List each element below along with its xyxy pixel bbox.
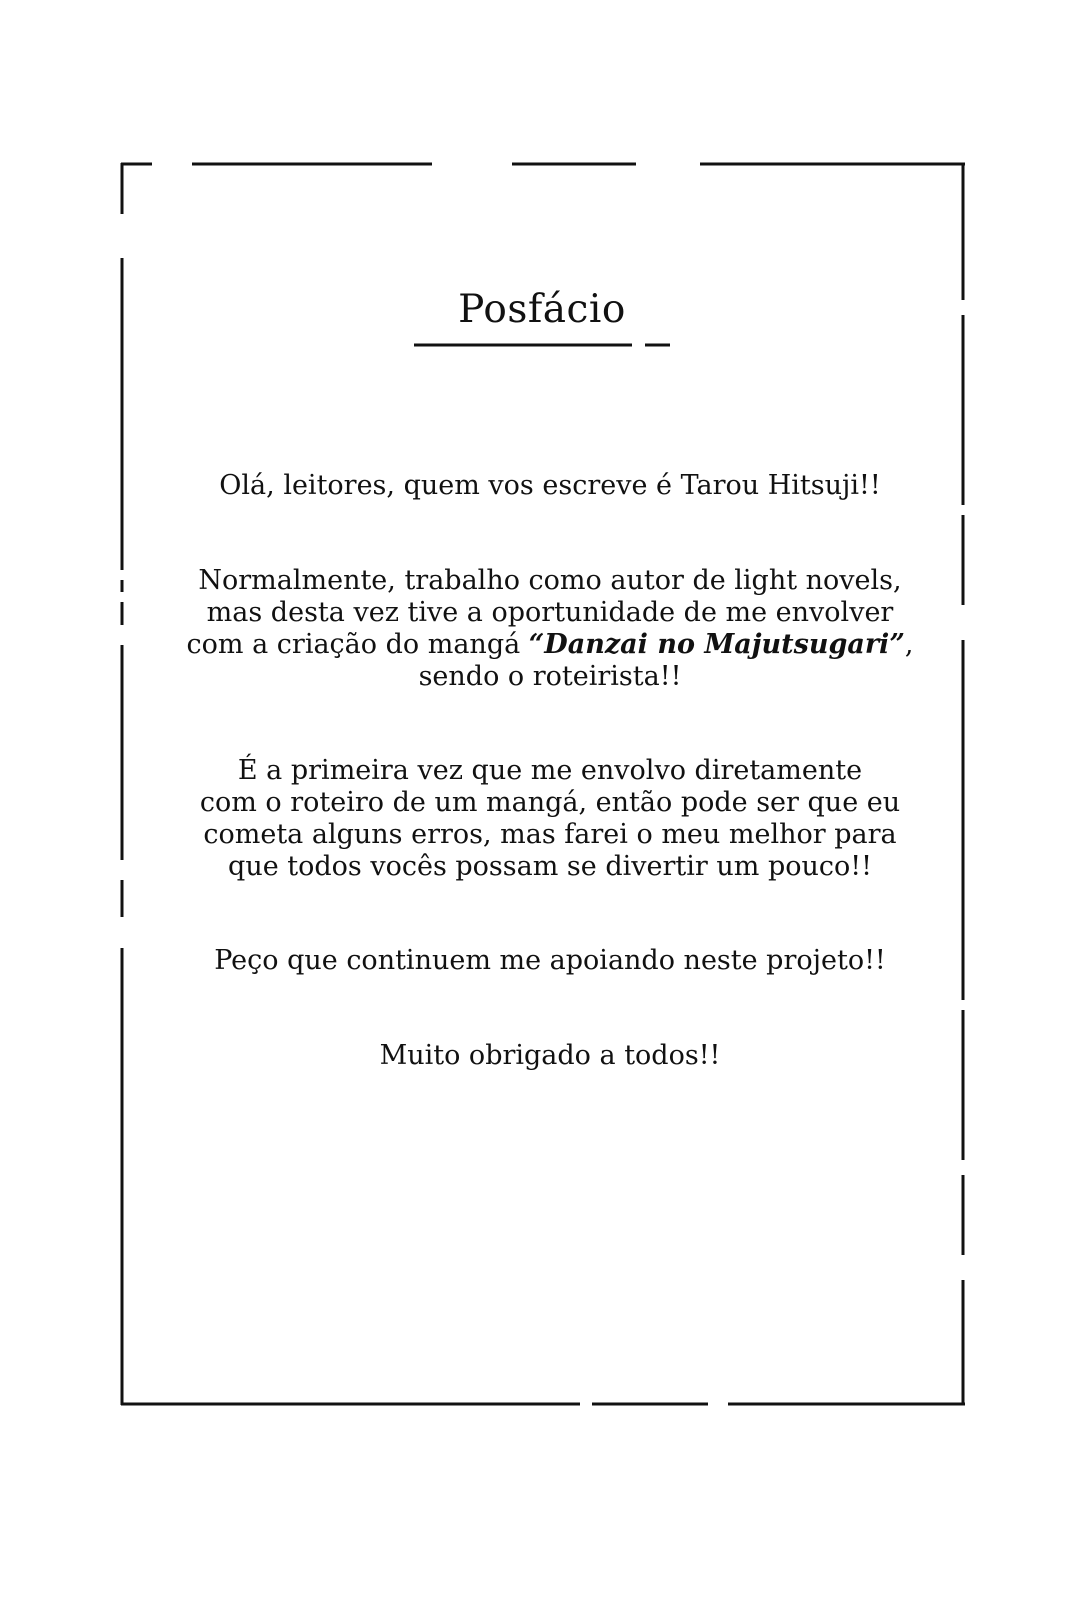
text-line: mas desta vez tive a oportunidade de me envolver	[206, 597, 894, 628]
text-line: É a primeira vez que me envolvo diretamente	[237, 755, 863, 786]
paragraph-intro	[120, 565, 980, 693]
paragraph-first-time	[120, 755, 980, 883]
paragraph-greeting	[120, 470, 980, 502]
text-line: com o roteiro de um mangá, então pode ser que eu	[199, 787, 901, 818]
page-title: Posfácio	[458, 287, 626, 332]
text-line: Olá, leitores, quem vos escreve é Tarou Hitsuji!!	[219, 470, 881, 501]
text-line	[120, 629, 980, 661]
paragraph-thanks	[120, 1040, 980, 1072]
text-fragment: com a criação do mangá	[186, 629, 529, 660]
paragraph-support	[120, 945, 980, 977]
text-line: Muito obrigado a todos!!	[379, 1040, 721, 1071]
text-line: sendo o roteirista!!	[418, 661, 682, 692]
text-line: cometa alguns erros, mas farei o meu melhor para	[203, 819, 897, 850]
text-line: que todos vocês possam se divertir um pouco!!	[228, 851, 872, 882]
text-line: Peço que continuem me apoiando neste projeto!!	[214, 945, 886, 976]
text-line: Normalmente, trabalho como autor de light novels,	[198, 565, 902, 596]
manga-title: “Danzai no Majutsugari”	[528, 629, 905, 660]
text-fragment: ,	[904, 629, 914, 660]
